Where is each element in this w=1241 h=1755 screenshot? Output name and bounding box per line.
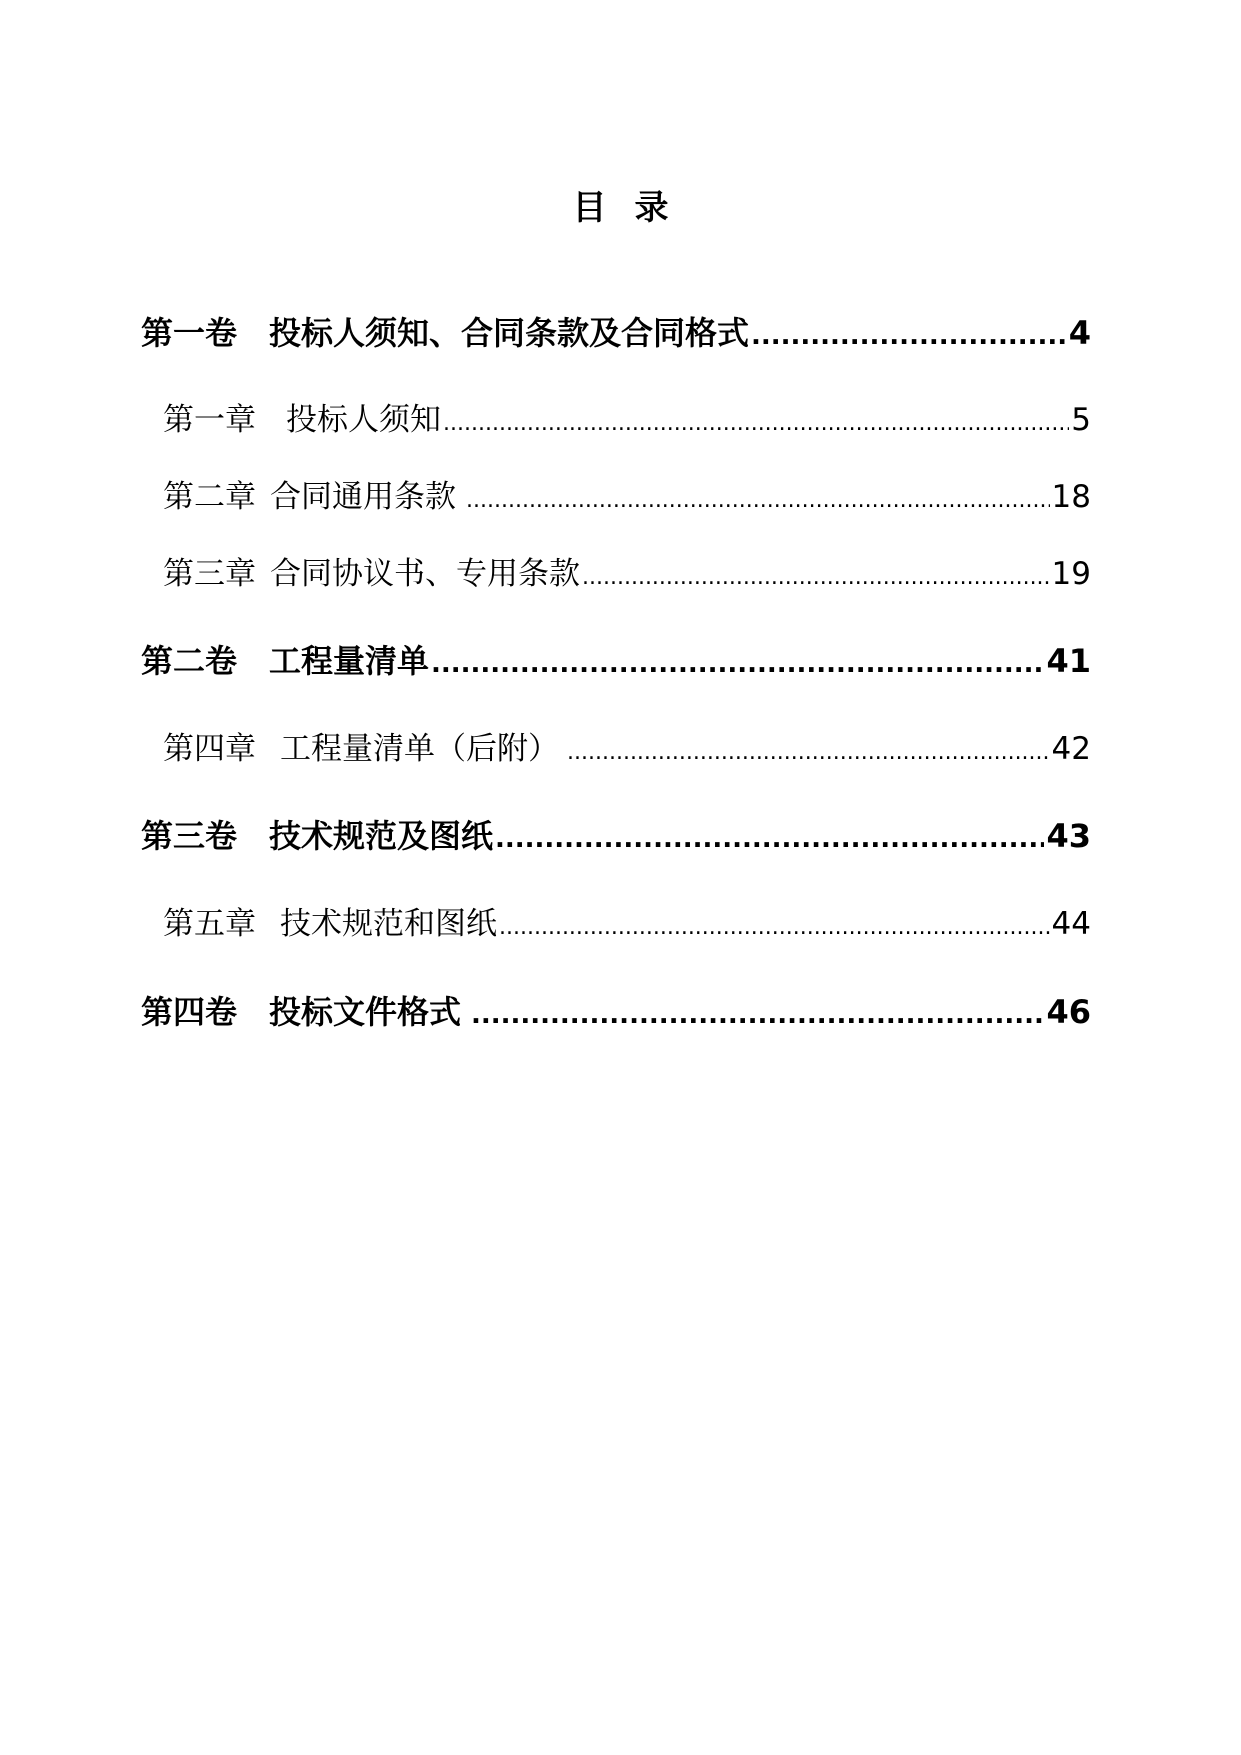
toc-entry-volume-1[interactable]	[141, 313, 1091, 353]
toc-entry-text: 工程量清单	[269, 642, 430, 680]
toc-page-number: 19	[1051, 556, 1091, 592]
toc-entry-text: 工程量清单（后附）	[280, 731, 559, 767]
toc-entry-label: 第四卷	[141, 993, 238, 1031]
toc-entry-chapter-3[interactable]	[163, 554, 1091, 594]
toc-entry-text: 合同通用条款	[270, 479, 456, 515]
toc-entry-text: 技术规范和图纸	[280, 906, 497, 942]
toc-page-number: 4	[1068, 314, 1091, 352]
toc-page-number: 43	[1046, 817, 1091, 855]
toc-entry-chapter-1[interactable]	[163, 400, 1091, 440]
toc-page-number: 44	[1051, 906, 1091, 942]
toc-leader-dots	[567, 733, 1050, 773]
toc-leader-dots	[499, 908, 1050, 948]
toc-entry-volume-2[interactable]	[141, 641, 1091, 681]
toc-entry-label: 第一章	[163, 402, 256, 438]
toc-entry-chapter-5[interactable]	[163, 904, 1091, 944]
toc-leader-dots	[431, 644, 1044, 684]
toc-entry-volume-4[interactable]	[141, 992, 1091, 1032]
toc-entry-label: 第二卷	[141, 642, 238, 680]
toc-entry-text: 技术规范及图纸	[269, 817, 494, 855]
toc-entry-label: 第五章	[163, 906, 256, 942]
toc-leader-dots	[495, 819, 1044, 859]
toc-entry-volume-3[interactable]	[141, 816, 1091, 856]
toc-page-number: 5	[1071, 402, 1091, 438]
toc-entry-label: 第三卷	[141, 817, 238, 855]
toc-entry-text: 投标人须知	[286, 402, 441, 438]
toc-entry-chapter-4[interactable]	[163, 729, 1091, 769]
toc-title: 目录	[572, 188, 697, 228]
toc-leader-dots	[471, 995, 1044, 1035]
toc-entry-label: 第一卷	[141, 314, 238, 352]
toc-leader-dots	[466, 481, 1050, 521]
toc-leader-dots	[751, 316, 1067, 356]
toc-page-number: 18	[1051, 479, 1091, 515]
toc-entry-text: 投标文件格式	[269, 993, 462, 1031]
toc-leader-dots	[443, 404, 1069, 444]
toc-entry-text: 投标人须知、合同条款及合同格式	[269, 314, 750, 352]
toc-leader-dots	[582, 558, 1050, 598]
toc-entry-label: 第三章	[163, 556, 256, 592]
toc-entry-label: 第二章	[163, 479, 256, 515]
toc-page-number: 41	[1046, 642, 1091, 680]
toc-entry-chapter-2[interactable]	[163, 477, 1091, 517]
toc-entry-label: 第四章	[163, 731, 256, 767]
toc-page-number: 42	[1051, 731, 1091, 767]
toc-page-number: 46	[1046, 993, 1091, 1031]
toc-entry-text: 合同协议书、专用条款	[270, 556, 580, 592]
